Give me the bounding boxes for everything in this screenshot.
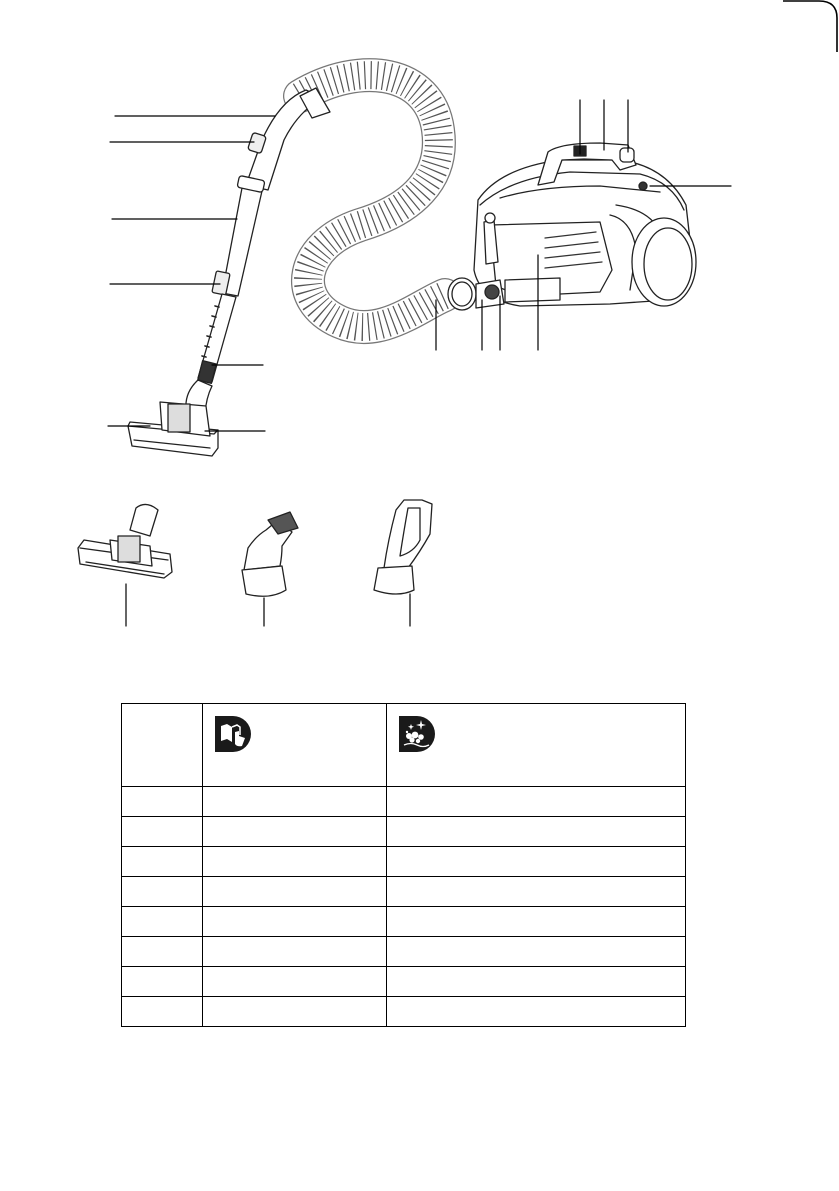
floor-nozzle (128, 380, 218, 456)
table-row (122, 967, 686, 997)
cell-part (203, 787, 387, 817)
cell-part (203, 907, 387, 937)
cell-number (122, 907, 203, 937)
cell-part (203, 847, 387, 877)
cell-description (387, 967, 686, 997)
telescopic-tube (198, 175, 265, 383)
table-row (122, 787, 686, 817)
header-cell-cleaning (387, 704, 686, 787)
cell-part (203, 877, 387, 907)
accessory-floor-brush (78, 504, 172, 578)
cell-number (122, 877, 203, 907)
header-cell-manual (203, 704, 387, 787)
cell-description (387, 937, 686, 967)
cell-part (203, 937, 387, 967)
cell-number (122, 847, 203, 877)
canister-body (448, 143, 696, 310)
cell-description (387, 787, 686, 817)
table-row (122, 817, 686, 847)
cell-description (387, 817, 686, 847)
cleaning-sparkle-icon (399, 716, 435, 752)
table-row (122, 847, 686, 877)
cell-number (122, 967, 203, 997)
table-row (122, 907, 686, 937)
cell-part (203, 967, 387, 997)
header-cell-number (122, 704, 203, 787)
table-header-row (122, 704, 686, 787)
cell-number (122, 817, 203, 847)
table-row (122, 937, 686, 967)
hose-handle (246, 88, 330, 190)
parts-legend-table (121, 703, 686, 1027)
table-row (122, 997, 686, 1027)
read-manual-icon (215, 716, 251, 752)
cell-part (203, 997, 387, 1027)
accessory-crevice-tool (374, 500, 432, 594)
cell-part (203, 817, 387, 847)
cell-description (387, 877, 686, 907)
table-row (122, 877, 686, 907)
cell-number (122, 937, 203, 967)
cell-description (387, 907, 686, 937)
cell-description (387, 997, 686, 1027)
cell-description (387, 847, 686, 877)
accessory-dusting-brush (242, 512, 298, 596)
cell-number (122, 997, 203, 1027)
cell-number (122, 787, 203, 817)
